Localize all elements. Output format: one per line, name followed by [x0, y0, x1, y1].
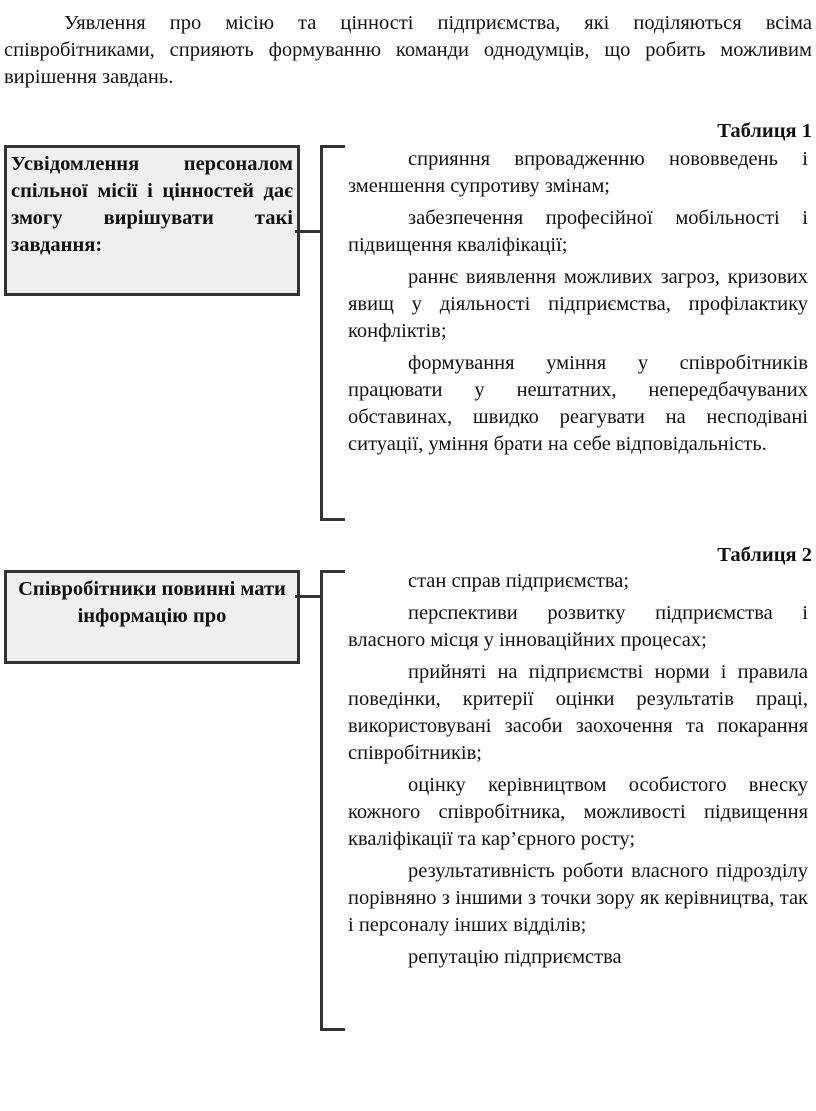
table1-item: раннє виявлення можливих загроз, кризових явищ у діяльності підприємства, профілактику конфліктів;: [348, 266, 808, 342]
table2-item: оцінку керівництвом особистого внеску кожного співробітника, можливості підвищення кваліфікації та кар’єрного росту;: [348, 774, 808, 850]
intro-paragraph: Уявлення про місію та цінності підприємства, які поділяються всіма співробітниками, сприяють формуванню команди однодумців, що робить можливим вирішення завдань.: [4, 12, 812, 88]
table2-item: прийняті на підприємстві норми і правила поведінки, критерії оцінки результатів праці, використовувані засоби заохочення та покарання співробітників;: [348, 661, 808, 764]
table2-box: Співробітники повинні мати інформацію про: [4, 570, 300, 664]
table2-item: репутацію підприємства: [408, 946, 622, 968]
table2-item: стан справ підприємства;: [408, 570, 630, 592]
table1-item: сприяння впровадженню нововведень і зменшення супротиву змінам;: [348, 148, 808, 197]
table1-connector: [295, 230, 323, 233]
table2-item: результативність роботи власного підрозділу порівняно з іншими з точки зору як керівництва, так і персоналу інших відділів;: [348, 860, 808, 936]
table2-item: перспективи розвитку підприємства і власного місця у інноваційних процесах;: [348, 602, 808, 651]
table2-connector: [295, 595, 323, 598]
table2-bracket: [320, 570, 345, 1031]
table1-items: [348, 146, 808, 463]
table1-item: забезпечення професійної мобільності і підвищення кваліфікації;: [348, 207, 808, 256]
table1-item: формування уміння у співробітників працювати у нештатних, непередбачуваних обставинах, швидко реагувати на несподівані ситуації, уміння брати на себе відповідальність.: [348, 352, 808, 455]
table2-caption: Таблиця 2: [717, 544, 812, 566]
table1-caption: Таблиця 1: [717, 120, 812, 142]
table2-items: [348, 568, 808, 976]
table1-bracket: [320, 145, 345, 521]
table1-box: Усвідомлення персоналом спільної місії і цінностей дає змогу вирішувати такі завдання:: [4, 145, 300, 296]
